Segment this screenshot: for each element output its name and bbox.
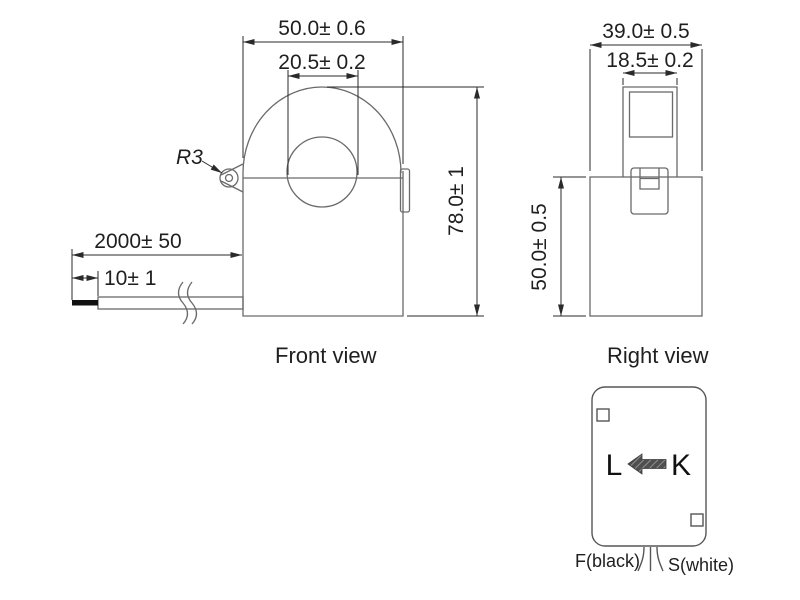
- bottom-view: [575, 387, 734, 575]
- dim-text-right-width: 39.0± 0.5: [602, 20, 690, 43]
- front-latch-tab: [401, 169, 410, 212]
- right-window: [630, 92, 673, 137]
- right-clip-inner: [640, 168, 659, 189]
- dim-text-hinge-radius: R3: [176, 146, 203, 169]
- dim-text-front-height: 78.0± 1: [445, 166, 468, 236]
- lead-f-label: F(black): [575, 551, 641, 571]
- leader-line-hinge-radius: [202, 161, 222, 173]
- hinge-pin-inner: [226, 175, 233, 182]
- front-body-outline: [243, 171, 403, 316]
- current-direction-arrow-icon: [628, 454, 666, 474]
- terminal-l-label: L: [605, 449, 623, 482]
- right-clip-outer: [631, 168, 668, 214]
- bottom-square-bottom-right: [691, 514, 703, 526]
- lead-wires: [638, 547, 663, 571]
- dim-text-right-top-width: 18.5± 0.2: [606, 49, 694, 72]
- lead-s-label: S(white): [668, 555, 735, 575]
- terminal-k-label: K: [670, 449, 692, 482]
- right-body-outline: [590, 177, 702, 316]
- right-neck-outline: [623, 87, 677, 177]
- right-view-label: Right view: [607, 343, 709, 368]
- cable-break-symbol: [179, 282, 197, 324]
- dim-text-front-width: 50.0± 0.6: [278, 17, 366, 40]
- dim-text-hole: 20.5± 0.2: [278, 51, 366, 74]
- right-view: [590, 87, 702, 316]
- dim-text-cable-tip: 10± 1: [104, 267, 157, 290]
- front-dome-arc: [243, 87, 401, 173]
- front-view-label: Front view: [275, 343, 377, 368]
- cable-body: [98, 297, 243, 309]
- bottom-square-top-left: [597, 409, 609, 421]
- dim-text-right-height: 50.0± 0.5: [528, 203, 551, 291]
- dim-text-cable-length: 2000± 50: [94, 230, 182, 253]
- front-center-hole: [287, 137, 357, 207]
- cable-stripped-tip: [72, 300, 98, 306]
